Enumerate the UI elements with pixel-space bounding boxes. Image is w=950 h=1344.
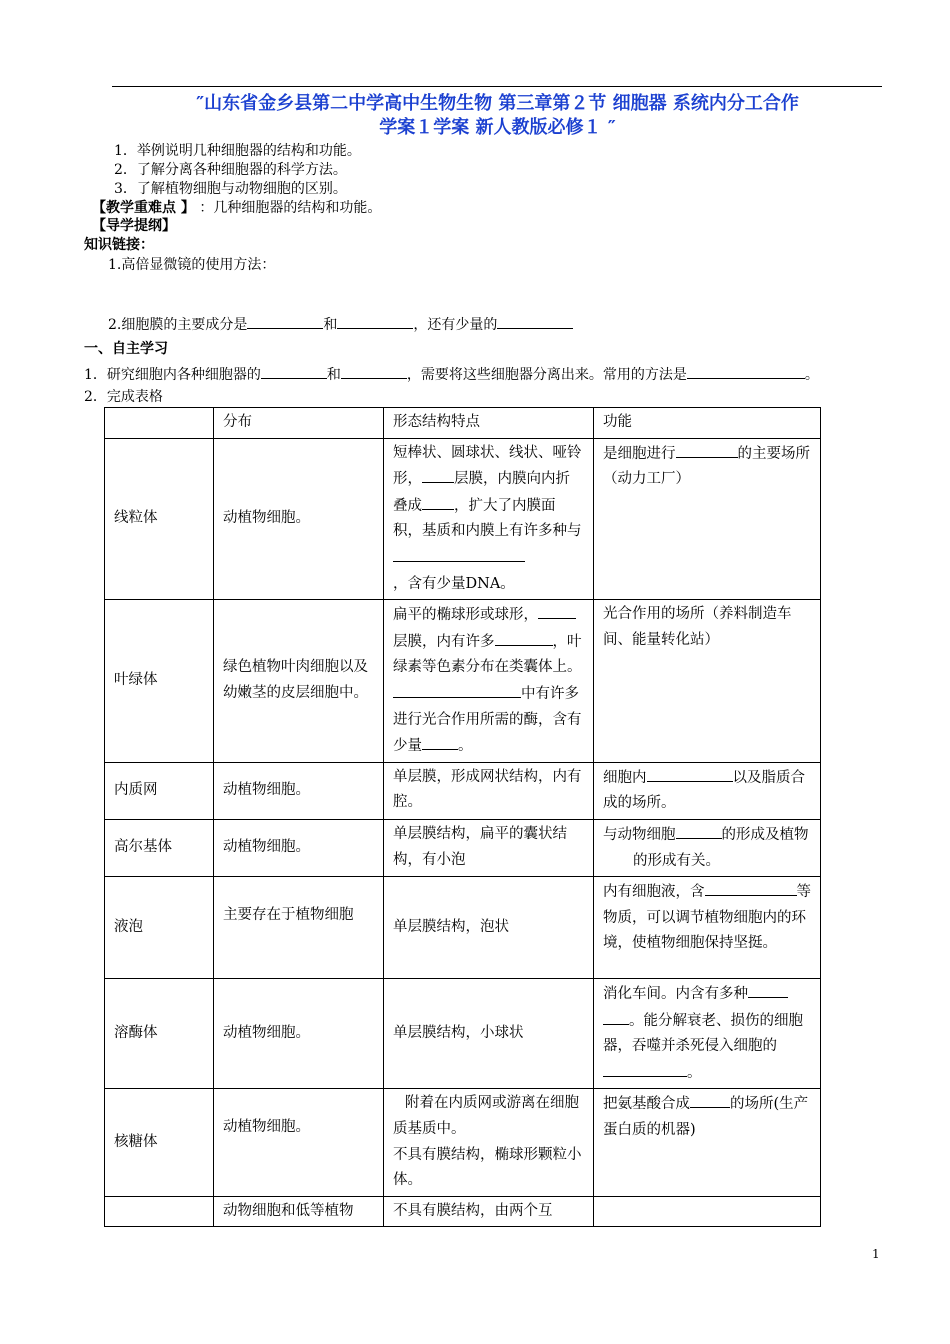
q1-text-a: 1．研究细胞内各种细胞器的 <box>84 367 261 383</box>
table-row-mitochondria <box>105 438 821 600</box>
distribution-cell: 动植物细胞。 <box>214 1089 384 1196</box>
k2-text-a: 2.细胞膜的主要成分是 <box>108 317 248 333</box>
distribution-cell: 动植物细胞。 <box>214 762 384 819</box>
fill-blank[interactable] <box>676 822 722 839</box>
outline-label: 【导学提纲】 <box>92 218 176 234</box>
fill-blank[interactable] <box>690 1091 730 1108</box>
organelle-name: 液泡 <box>105 877 214 979</box>
structure-cell: 单层膜结构，泡状 <box>384 877 594 979</box>
table-row-chloroplast <box>105 600 821 763</box>
structure-cell: 单层膜结构，扁平的囊状结构，有小泡 <box>384 819 594 876</box>
fill-blank[interactable] <box>748 981 788 998</box>
distribution-cell: 动植物细胞。 <box>214 438 384 600</box>
fill-blank[interactable] <box>261 364 327 379</box>
fill-blank[interactable] <box>538 602 576 619</box>
page-title-line1: ″山东省金乡县第二中学高中生物生物 第三章第２节 细胞器 系统内分工合作 <box>196 93 799 114</box>
page-title-line2: 学案１学案 新人教版必修１ ″ <box>379 117 616 138</box>
objective-3: 3．了解植物细胞与动物细胞的区别。 <box>114 181 347 197</box>
distribution-cell: 动物细胞和低等植物 <box>214 1196 384 1227</box>
k2-text-b: 和 <box>323 317 338 333</box>
question-2: 2．完成表格 <box>84 389 163 405</box>
header-cell-function: 功能 <box>594 408 821 439</box>
organelle-name: 线粒体 <box>105 438 214 600</box>
header-cell-structure: 形态结构特点 <box>384 408 594 439</box>
fill-blank[interactable] <box>247 314 323 329</box>
organelle-name: 叶绿体 <box>105 600 214 763</box>
fill-blank[interactable] <box>603 1008 629 1025</box>
table-row-vacuole <box>105 877 821 979</box>
q1-text-b: 和 <box>326 367 341 383</box>
function-cell: 消化车间。内含有多种。能分解衰老、损伤的细胞器，吞噬并杀死侵入细胞的。 <box>594 979 821 1089</box>
q1-text-c: ，需要将这些细胞器分离出来。常用的方法是 <box>406 367 687 383</box>
objective-1: 1．举例说明几种细胞器的结构和功能。 <box>114 143 361 159</box>
table-row-lysosome <box>105 979 821 1089</box>
fill-blank[interactable] <box>341 364 407 379</box>
knowledge-item-1: 1.高倍显微镜的使用方法： <box>108 257 276 273</box>
table-header-row <box>105 408 821 439</box>
structure-cell: 单层膜，形成网状结构，内有腔。 <box>384 762 594 819</box>
fill-blank[interactable] <box>422 466 454 483</box>
section-self-study: 一、自主学习 <box>84 341 168 357</box>
table-row-centrosome <box>105 1196 821 1227</box>
organelle-name: 内质网 <box>105 762 214 819</box>
fill-blank[interactable] <box>422 733 458 750</box>
question-1 <box>84 364 819 384</box>
fill-blank[interactable] <box>337 314 413 329</box>
table-row-golgi <box>105 819 821 876</box>
header-rule <box>112 86 882 87</box>
distribution-cell: 动植物细胞。 <box>214 979 384 1089</box>
fill-blank[interactable] <box>393 681 521 698</box>
fill-blank[interactable] <box>687 364 805 379</box>
q1-text-d: 。 <box>804 367 819 383</box>
structure-cell: 单层膜结构，小球状 <box>384 979 594 1089</box>
fill-blank[interactable] <box>705 879 797 896</box>
k2-text-c: ，还有少量的 <box>413 317 498 333</box>
function-cell: 细胞内 以及脂质合成的场所。 <box>594 762 821 819</box>
structure-cell: 不具有膜结构，由两个互 <box>384 1196 594 1227</box>
knowledge-label: 知识链接： <box>84 237 154 253</box>
function-cell: 光合作用的场所（养料制造车间、能量转化站） <box>594 600 821 763</box>
organelle-name: 核糖体 <box>105 1089 214 1196</box>
fill-blank[interactable] <box>393 545 525 562</box>
function-cell: 与动物细胞 的形成及植物的形成有关。 <box>594 819 821 876</box>
key-points-label: 【教学重难点 】 <box>92 200 195 216</box>
distribution-cell: 动植物细胞。 <box>214 819 384 876</box>
organelle-name <box>105 1196 214 1227</box>
header-cell-blank <box>105 408 214 439</box>
header-cell-distribution: 分布 <box>214 408 384 439</box>
function-cell: 把氨基酸合成 的场所(生产蛋白质的机器) <box>594 1089 821 1196</box>
function-cell <box>594 1196 821 1227</box>
fill-blank[interactable] <box>495 629 553 646</box>
fill-blank[interactable] <box>647 765 733 782</box>
structure-cell: 短棒状、圆球状、线状、哑铃形， 层膜，内膜向内折叠成 ，扩大了内膜面积，基质和内膜上有许多种与 ，含有少量DNA。 <box>384 438 594 600</box>
knowledge-item-2 <box>108 314 573 334</box>
key-points <box>92 199 381 217</box>
fill-blank[interactable] <box>603 1060 687 1077</box>
structure-cell: 扁平的椭球形或球形，层膜，内有许多 ，叶绿素等色素分布在类囊体上。中有许多进行光合作用所需的酶，含有少量 。 <box>384 600 594 763</box>
function-cell: 是细胞进行 的主要场所（动力工厂） <box>594 438 821 600</box>
distribution-cell: 绿色植物叶肉细胞以及幼嫩茎的皮层细胞中。 <box>214 600 384 763</box>
function-cell: 内有细胞液，含 等物质，可以调节植物细胞内的环境，使植物细胞保持坚挺。 <box>594 877 821 979</box>
organelle-name: 溶酶体 <box>105 979 214 1089</box>
page-number: 1 <box>872 1247 880 1261</box>
objective-2: 2．了解分离各种细胞器的科学方法。 <box>114 162 347 178</box>
table-row-ribosome <box>105 1089 821 1196</box>
distribution-cell: 主要存在于植物细胞 <box>214 877 384 979</box>
structure-cell: 附着在内质网或游离在细胞质基质中。 不具有膜结构，椭球形颗粒小体。 <box>384 1089 594 1196</box>
organelle-table <box>104 407 821 1227</box>
fill-blank[interactable] <box>676 441 738 458</box>
fill-blank[interactable] <box>422 493 454 510</box>
table-row-er <box>105 762 821 819</box>
organelle-name: 高尔基体 <box>105 819 214 876</box>
fill-blank[interactable] <box>497 314 573 329</box>
key-points-text: ：几种细胞器的结构和功能。 <box>199 200 382 216</box>
